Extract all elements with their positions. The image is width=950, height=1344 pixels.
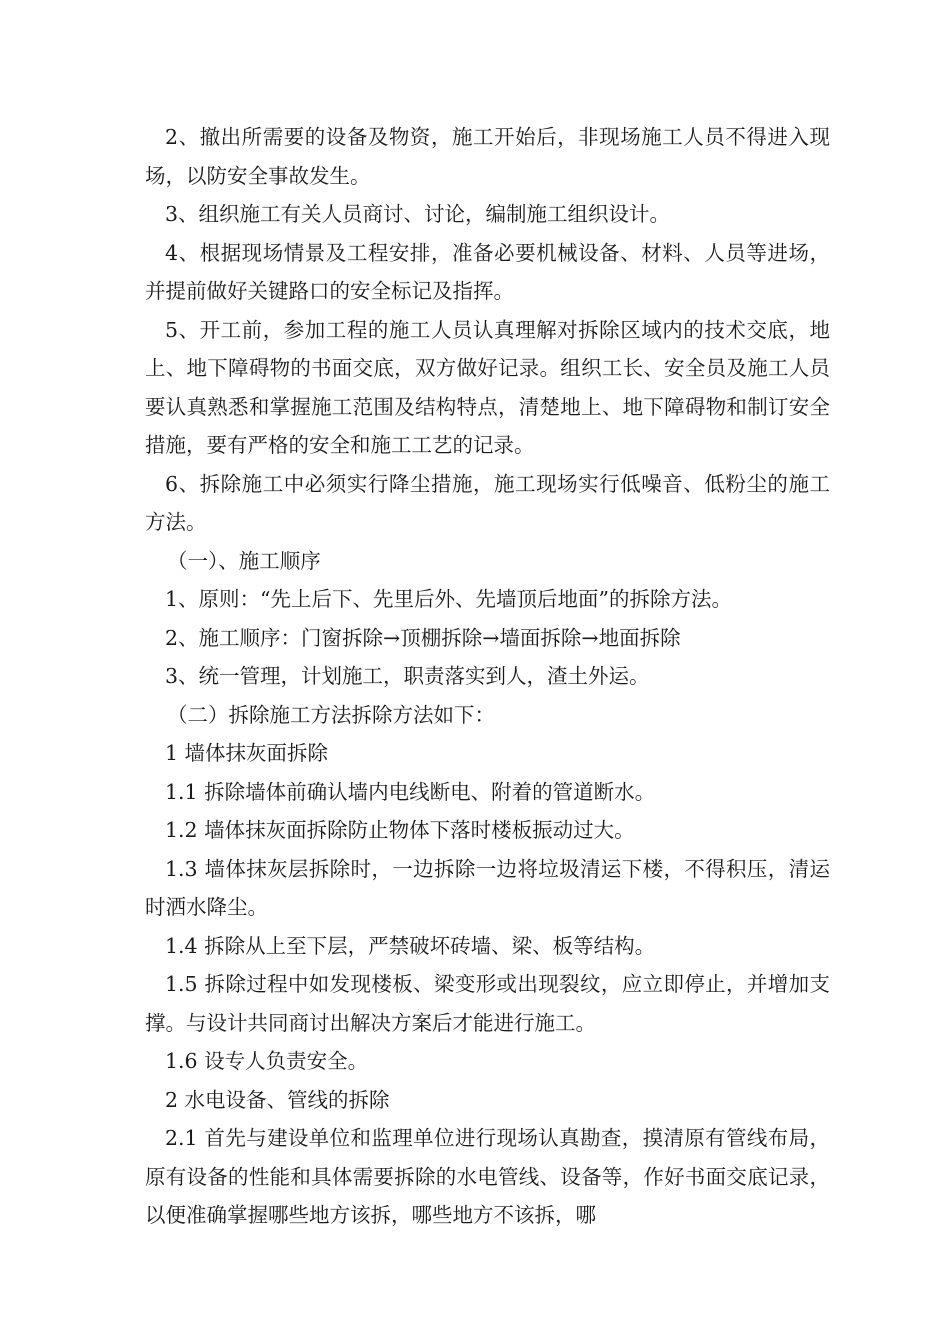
- paragraph-item-2: 2、撤出所需要的设备及物资，施工开始后，非现场施工人员不得进入现场，以防安全事故发生。: [145, 125, 830, 188]
- method-item-1-4: 1.4 拆除从上至下层，严禁破坏砖墙、梁、板等结构。: [165, 933, 656, 958]
- method-item-1-3: 1.3 墙体抹灰层拆除时，一边拆除一边将垃圾清运下楼，不得积压，清运时洒水降尘。: [145, 856, 830, 919]
- document-body: [145, 118, 830, 1235]
- method-item-1-1: 1.1 拆除墙体前确认墙内电线断电、附着的管道断水。: [165, 779, 656, 804]
- section-heading-construction-order: （一）、施工顺序: [167, 548, 321, 573]
- order-item-3: 3、统一管理，计划施工，职责落实到人，渣土外运。: [165, 664, 650, 688]
- order-item-1: 1、原则：“先上后下、先里后外、先墙顶后地面”的拆除方法。: [165, 587, 733, 611]
- paragraph-item-6: 6、拆除施工中必须实行降尘措施，施工现场实行低噪音、低粉尘的施工方法。: [145, 471, 830, 534]
- subheading-utilities-removal: 2 水电设备、管线的拆除: [165, 1087, 390, 1112]
- subheading-wall-plaster: 1 墙体抹灰面拆除: [165, 741, 329, 765]
- order-item-2: 2、施工顺序：门窗拆除→顶棚拆除→墙面拆除→地面拆除: [165, 625, 681, 650]
- paragraph-item-5: 5、开工前，参加工程的施工人员认真理解对拆除区域内的技术交底，地上、地下障碍物的书面交底，双方做好记录。组织工长、安全员及施工人员要认真熟悉和掌握施工范围及结构特点，清楚地上、地下障碍物和制订安全措施，要有严格的安全和施工工艺的记录。: [145, 317, 830, 457]
- section-heading-demolition-method: （二）拆除施工方法拆除方法如下：: [167, 702, 495, 727]
- method-item-1-6: 1.6 设专人负责安全。: [165, 1049, 369, 1073]
- paragraph-item-3: 3、组织施工有关人员商讨、讨论，编制施工组织设计。: [165, 202, 671, 226]
- paragraph-item-4: 4、根据现场情景及工程安排，准备必要机械设备、材料、人员等进场，并提前做好关键路口的安全标记及指挥。: [145, 240, 830, 303]
- method-item-1-5: 1.5 拆除过程中如发现楼板、梁变形或出现裂纹，应立即停止，并增加支撑。与设计共同商讨出解决方案后才能进行施工。: [145, 972, 830, 1035]
- method-item-2-1: 2.1 首先与建设单位和监理单位进行现场认真勘查，摸清原有管线布局，原有设备的性能和具体需要拆除的水电管线、设备等，作好书面交底记录，以便准确掌握哪些地方该拆，哪些地方不该拆，哪: [145, 1126, 830, 1227]
- method-item-1-2: 1.2 墙体抹灰面拆除防止物体下落时楼板振动过大。: [165, 818, 635, 842]
